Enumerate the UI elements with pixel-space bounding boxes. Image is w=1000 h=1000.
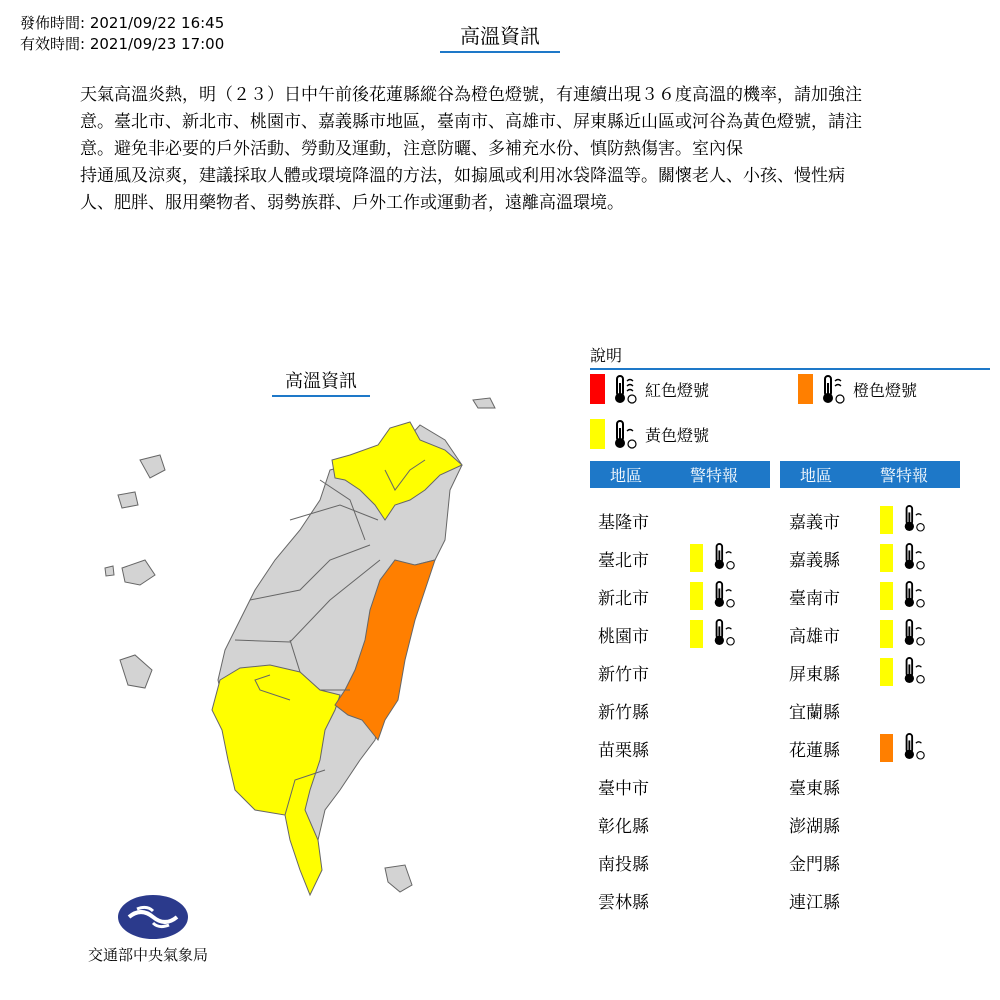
yellow-level-bar xyxy=(880,506,893,534)
warning-indicator xyxy=(880,616,927,653)
region-name: 澎湖縣 xyxy=(789,816,840,837)
table-row xyxy=(789,805,879,843)
map-island xyxy=(122,560,155,585)
taiwan-map xyxy=(0,380,560,900)
thermometer-icon xyxy=(711,578,737,615)
legend-orange-label: 橙色燈號 xyxy=(853,380,918,400)
legend-yellow-label: 黃色燈號 xyxy=(645,425,710,445)
warning-indicator xyxy=(690,540,737,577)
region-name: 雲林縣 xyxy=(598,892,649,913)
map-island-penghu xyxy=(140,455,165,478)
table-row xyxy=(789,691,879,729)
red-swatch xyxy=(590,374,605,404)
agency-name: 交通部中央氣象局 xyxy=(88,946,209,964)
warning-indicator xyxy=(690,616,737,653)
map-title: 高溫資訊 xyxy=(272,367,370,397)
region-name: 宜蘭縣 xyxy=(789,702,840,723)
legend-orange xyxy=(798,373,917,405)
map-island xyxy=(473,398,495,408)
region-name: 臺東縣 xyxy=(789,778,840,799)
legend-title: 說明 xyxy=(590,343,990,370)
yellow-level-bar xyxy=(880,582,893,610)
table-row xyxy=(789,539,879,577)
region-name: 臺北市 xyxy=(598,550,649,571)
col-warning: 警特報 xyxy=(690,466,739,485)
warning-indicator xyxy=(880,654,927,691)
issue-time: 發佈時間: 2021/09/22 16:45 xyxy=(20,14,225,32)
legend-red xyxy=(590,373,709,405)
yellow-level-bar xyxy=(690,582,703,610)
region-name: 南投縣 xyxy=(598,854,649,875)
issue-info xyxy=(20,13,224,55)
table-row xyxy=(598,843,688,881)
table-row xyxy=(598,615,688,653)
yellow-level-bar xyxy=(880,620,893,648)
table-header-right xyxy=(780,461,960,488)
table-row xyxy=(789,881,879,919)
warning-indicator xyxy=(880,578,927,615)
legend-yellow xyxy=(590,418,709,450)
region-name: 桃園市 xyxy=(598,626,649,647)
description-line: 天氣高溫炎熱，明（２３）日中午前後花蓮縣縱谷為橙色燈號，有連續出現３６度高溫的機率，請加強注 xyxy=(80,85,862,105)
thermometer-icon xyxy=(901,578,927,615)
thermometer-icon xyxy=(611,373,639,405)
region-name: 嘉義市 xyxy=(789,512,840,533)
region-name: 金門縣 xyxy=(789,854,840,875)
warning-indicator xyxy=(880,502,927,539)
table-row xyxy=(598,691,688,729)
map-island-greenisland xyxy=(385,865,412,892)
map-island xyxy=(105,566,114,576)
warning-indicator xyxy=(880,540,927,577)
table-header-left xyxy=(590,461,770,488)
thermometer-icon xyxy=(901,502,927,539)
region-name: 高雄市 xyxy=(789,626,840,647)
warning-indicator xyxy=(690,578,737,615)
yellow-level-bar xyxy=(690,544,703,572)
table-row xyxy=(789,767,879,805)
yellow-level-bar xyxy=(880,658,893,686)
cwb-logo xyxy=(117,893,189,941)
region-name: 花蓮縣 xyxy=(789,740,840,761)
yellow-swatch xyxy=(590,419,605,449)
thermometer-icon xyxy=(901,540,927,577)
table-row xyxy=(789,843,879,881)
table-row xyxy=(789,729,879,767)
region-name: 屏東縣 xyxy=(789,664,840,685)
thermometer-icon xyxy=(901,654,927,691)
valid-time: 有效時間: 2021/09/23 17:00 xyxy=(20,35,225,53)
col-region: 地區 xyxy=(800,466,833,485)
region-name: 新竹市 xyxy=(598,664,649,685)
region-name: 苗栗縣 xyxy=(598,740,649,761)
table-row xyxy=(789,615,879,653)
table-row xyxy=(598,805,688,843)
table-row xyxy=(789,653,879,691)
map-island xyxy=(118,492,138,508)
legend-red-label: 紅色燈號 xyxy=(645,380,710,400)
region-name: 連江縣 xyxy=(789,892,840,913)
table-row xyxy=(598,539,688,577)
warning-indicator xyxy=(880,730,927,767)
description-line: 意。避免非必要的戶外活動、勞動及運動，注意防曬、多補充水份、慎防熱傷害。室內保 xyxy=(80,139,743,159)
region-name: 彰化縣 xyxy=(598,816,649,837)
table-row xyxy=(598,577,688,615)
table-row xyxy=(598,653,688,691)
thermometer-icon xyxy=(611,418,639,450)
col-warning: 警特報 xyxy=(880,466,929,485)
thermometer-icon xyxy=(901,730,927,767)
table-row xyxy=(789,577,879,615)
table-row xyxy=(789,501,879,539)
description-line: 人、肥胖、服用藥物者、弱勢族群、戶外工作或運動者，遠離高溫環境。 xyxy=(80,193,624,213)
table-row xyxy=(598,881,688,919)
orange-level-bar xyxy=(880,734,893,762)
region-name: 臺中市 xyxy=(598,778,649,799)
table-row xyxy=(598,501,688,539)
page-title: 高溫資訊 xyxy=(440,20,560,53)
table-row xyxy=(598,767,688,805)
yellow-level-bar xyxy=(880,544,893,572)
thermometer-icon xyxy=(901,616,927,653)
orange-swatch xyxy=(798,374,813,404)
region-name: 新竹縣 xyxy=(598,702,649,723)
yellow-level-bar xyxy=(690,620,703,648)
col-region: 地區 xyxy=(610,466,643,485)
thermometer-icon xyxy=(711,616,737,653)
region-name: 嘉義縣 xyxy=(789,550,840,571)
region-name: 臺南市 xyxy=(789,588,840,609)
description-line: 持通風及涼爽，建議採取人體或環境降溫的方法，如搧風或利用冰袋降溫等。關懷老人、小孩、慢性病 xyxy=(80,166,845,186)
description xyxy=(80,82,920,217)
map-island xyxy=(120,655,152,688)
region-name: 基隆市 xyxy=(598,512,649,533)
thermometer-icon xyxy=(711,540,737,577)
description-line: 意。臺北市、新北市、桃園市、嘉義縣市地區，臺南市、高雄市、屏東縣近山區或河谷為黃色燈號，請注 xyxy=(80,112,862,132)
table-row xyxy=(598,729,688,767)
thermometer-icon xyxy=(819,373,847,405)
region-name: 新北市 xyxy=(598,588,649,609)
